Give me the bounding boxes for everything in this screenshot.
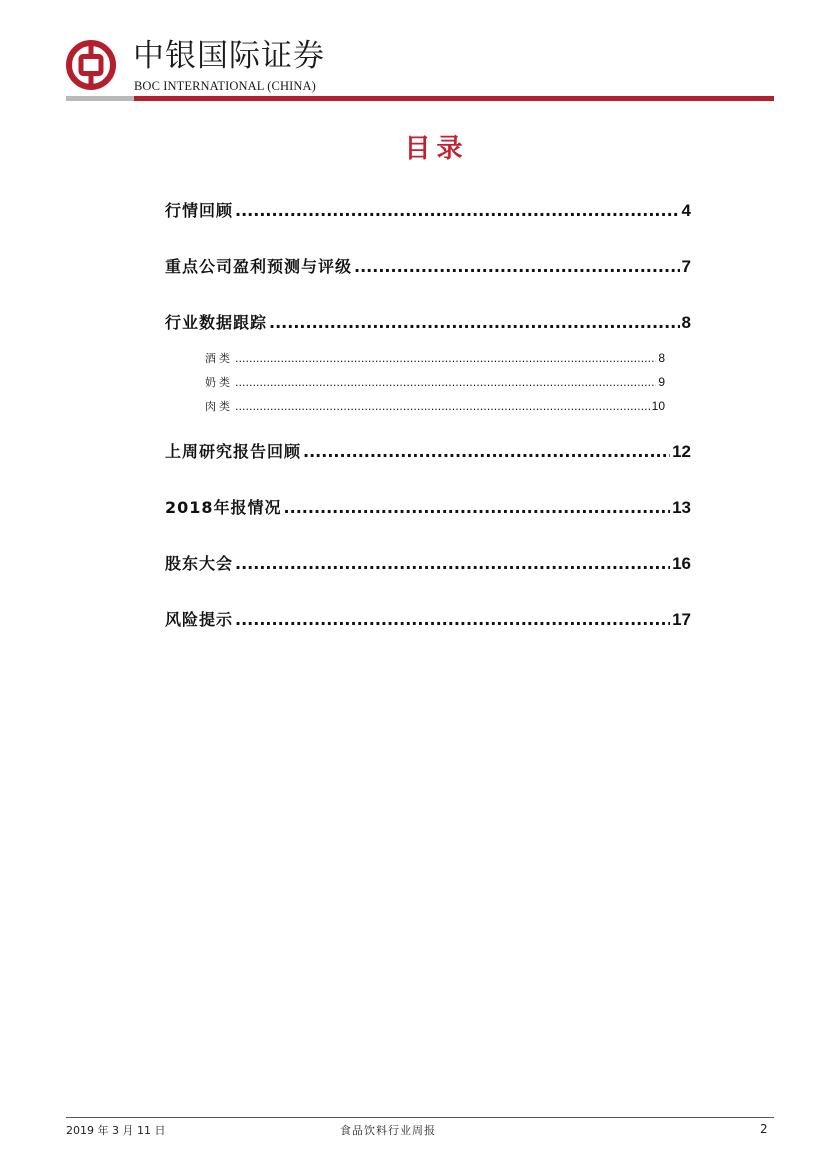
toc-entry-page: 8 — [681, 313, 691, 332]
toc-entry-earnings-forecast[interactable] — [165, 254, 691, 277]
toc-entry-annual-report[interactable] — [165, 495, 691, 518]
toc-entry-page: 13 — [672, 498, 691, 517]
toc-entry-title: 风险提示 — [165, 610, 234, 629]
toc-subentry-page: 9 — [658, 375, 665, 389]
footer-divider — [66, 1117, 774, 1118]
toc-entry-page: 7 — [681, 257, 691, 276]
toc-subentry-page: 10 — [651, 399, 665, 413]
toc-entry-industry-data[interactable] — [165, 310, 691, 333]
header-divider-red — [134, 96, 774, 101]
toc-dot-leader — [235, 201, 680, 220]
toc-subentry-title: 肉类 — [205, 400, 233, 413]
toc-dot-leader — [354, 257, 680, 276]
toc-subentry-title: 奶类 — [205, 376, 233, 389]
toc-dot-leader — [269, 313, 680, 332]
toc-dot-leader — [235, 554, 670, 573]
brand-name-english: BOC INTERNATIONAL (CHINA) — [134, 79, 316, 93]
toc-entry-risk-warning[interactable] — [165, 607, 691, 630]
footer-report-name: 食品饮料行业周报 — [340, 1124, 436, 1137]
toc-dot-leader — [235, 400, 650, 413]
toc-subentry-meat[interactable] — [205, 398, 665, 414]
toc-dot-leader — [284, 498, 671, 517]
toc-entry-title: 股东大会 — [165, 554, 234, 573]
toc-entry-page: 16 — [672, 554, 691, 573]
header-divider-grey — [66, 96, 134, 101]
toc-subentry-page: 8 — [658, 351, 665, 365]
toc-entry-page: 4 — [681, 201, 691, 220]
toc-entry-title: 2018年报情况 — [165, 498, 282, 517]
toc-entry-page: 17 — [672, 610, 691, 629]
toc-entry-title: 行业数据跟踪 — [165, 313, 268, 332]
footer-page-number: 2 — [760, 1122, 768, 1136]
toc-subentry-title: 酒类 — [205, 352, 233, 365]
page-header — [0, 0, 827, 110]
toc-entry-title: 行情回顾 — [165, 201, 234, 220]
footer-date: 2019 年 3 月 11 日 — [66, 1124, 166, 1137]
toc-entry-title: 上周研究报告回顾 — [165, 442, 302, 461]
toc-dot-leader — [303, 442, 670, 461]
toc-entry-market-review[interactable] — [165, 198, 691, 221]
toc-subentry-liquor[interactable] — [205, 350, 665, 366]
toc-entry-page: 12 — [672, 442, 691, 461]
toc-entry-research-review[interactable] — [165, 439, 691, 462]
toc-entry-shareholder-meeting[interactable] — [165, 551, 691, 574]
toc-dot-leader — [235, 352, 656, 365]
boc-logo-icon — [66, 40, 116, 90]
toc-entry-title: 重点公司盈利预测与评级 — [165, 257, 353, 276]
toc-subentry-dairy[interactable] — [205, 374, 665, 390]
toc-dot-leader — [235, 376, 656, 389]
brand-name-chinese: 中银国际证券 — [133, 38, 325, 74]
toc-heading: 目录 — [404, 134, 469, 164]
toc-dot-leader — [235, 610, 670, 629]
